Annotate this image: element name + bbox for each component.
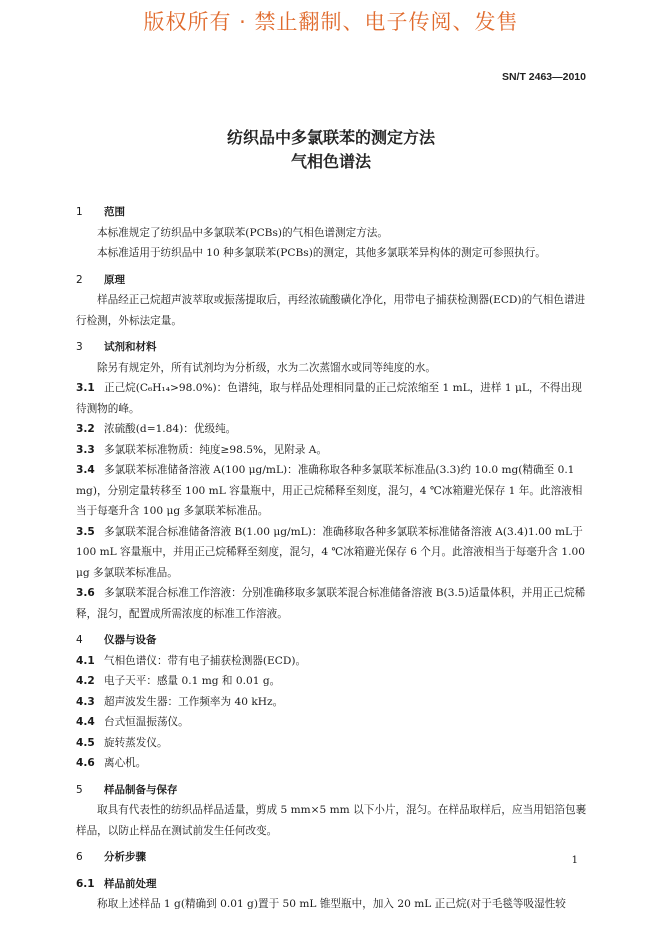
standard-code: SN/T 2463—2010 (501, 71, 586, 83)
paragraph: 样品经正己烷超声波萃取或振荡提取后，再经浓硫酸磺化净化，用带电子捕获检测器(ECD)的气相色谱进行检测，外标法定量。 (76, 294, 586, 327)
document-subtitle: 气相色谱法 (290, 152, 371, 171)
section-heading-2: 2 原理 (76, 273, 125, 286)
list-item: 4.4 台式恒温振荡仪。 (76, 716, 189, 728)
paragraph: 取具有代表性的纺织品样品适量，剪成 5 mm×5 mm 以下小片，混匀。在样品取样后，应当用铝箔包裹样品，以防止样品在测试前发生任何改变。 (76, 804, 587, 837)
list-item: 3.6 多氯联苯混合标准工作溶液：分别准确移取多氯联苯混合标准储备溶液 B(3.5)适量体积，并用正己烷稀释，混匀，配置成所需浓度的标准工作溶液。 (76, 587, 586, 620)
page-number: 1 (571, 855, 578, 866)
section-heading-3: 3 试剂和材料 (76, 341, 157, 353)
list-item: 4.2 电子天平：感量 0.1 mg 和 0.01 g。 (76, 675, 281, 687)
copyright-banner: 版权所有 · 禁止翻制、电子传阅、发售 (143, 10, 519, 34)
list-item: 3.3 多氯联苯标准物质：纯度≥98.5%，见附录 A。 (76, 443, 328, 456)
paragraph: 称取上述样品 1 g(精确到 0.01 g)置于 50 mL 锥型瓶中，加入 20 mL 正己烷(对于毛毯等吸湿性较 (97, 898, 566, 910)
paragraph: 除另有规定外，所有试剂均为分析级，水为二次蒸馏水或同等纯度的水。 (97, 361, 436, 374)
list-item: 4.1 气相色谱仪：带有电子捕获检测器(ECD)。 (76, 654, 307, 667)
document-body (76, 196, 588, 915)
list-item: 4.5 旋转蒸发仪。 (76, 736, 168, 749)
paragraph: 本标准规定了纺织品中多氯联苯(PCBs)的气相色谱测定方法。 (97, 226, 388, 239)
section-heading-1: 1 范围 (76, 206, 125, 218)
list-item: 3.1 正己烷(C₆H₁₄>98.0%)：色谱纯，取与样品处理相同量的正己烷浓缩至 1 mL，进样 1 μL，不得出现待测物的峰。 (76, 382, 582, 415)
list-item: 3.5 多氯联苯混合标准储备溶液 B(1.00 μg/mL)：准确移取各种多氯联苯标准储备溶液 A(3.4)1.00 mL于 100 mL 容量瓶中，并用正己烷稀释至刻度，混匀，4 ℃冰箱避光保存 6 个月。此溶液相当于每毫升含 1.00 μg 多氯联苯标准品。 (76, 525, 585, 579)
document-title: 纺织品中多氯联苯的测定方法 (226, 128, 435, 147)
section-heading-4: 4 仪器与设备 (76, 634, 157, 646)
section-heading-6: 6 分析步骤 (76, 851, 146, 863)
paragraph: 本标准适用于纺织品中 10 种多氯联苯(PCBs)的测定，其他多氯联苯异构体的测定可参照执行。 (97, 247, 546, 259)
section-heading-5: 5 样品制备与保存 (76, 783, 178, 796)
list-item: 4.6 离心机。 (76, 757, 147, 769)
list-item: 3.4 多氯联苯标准储备溶液 A(100 μg/mL)：准确称取各种多氯联苯标准品(3.3)约 10.0 mg(精确至 0.1 mg)，分别定量转移至 100 mL 容量瓶中，用正己烷稀释至刻度，混匀，4 ℃冰箱避光保存 1 年。此溶液相当于每毫升含 100 μg 多氯联苯标准品。 (76, 464, 583, 517)
list-item: 3.2 浓硫酸(d=1.84)：优级纯。 (76, 423, 237, 435)
list-item: 4.3 超声波发生器：工作频率为 40 kHz。 (76, 695, 284, 708)
subsection-heading-6-1: 6.1 样品前处理 (76, 877, 157, 890)
